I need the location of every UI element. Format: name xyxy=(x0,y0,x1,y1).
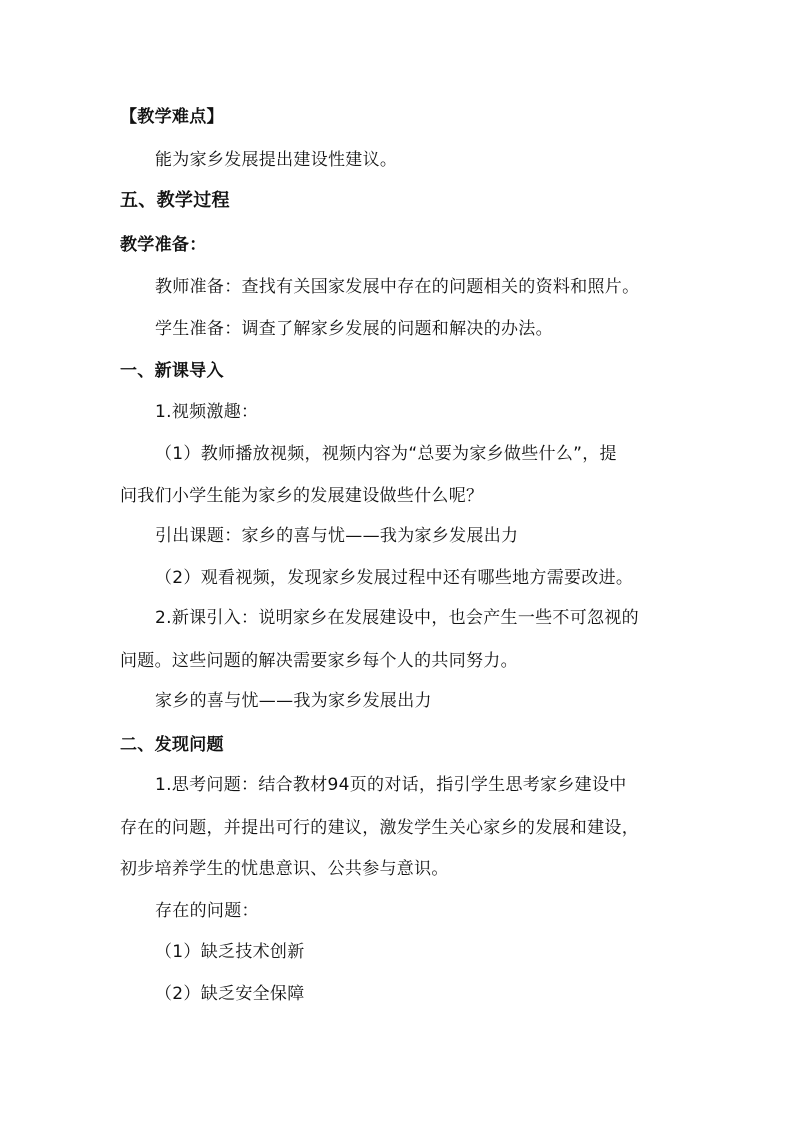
paragraph-line: 存在的问题，并提出可行的建议，激发学生关心家乡的发展和建设， xyxy=(120,818,639,838)
section-heading-teaching-process: 五、教学过程 xyxy=(120,190,230,211)
paragraph-line: 问题。这些问题的解决需要家乡每个人的共同努力。 xyxy=(120,651,518,671)
section-heading-find-problems: 二、发现问题 xyxy=(120,735,224,755)
paragraph-line: 2.新课引入：说明家乡在发展建设中，也会产生一些不可忽视的 xyxy=(155,608,639,628)
paragraph-line: 学生准备：调查了解家乡发展的问题和解决的办法。 xyxy=(155,319,553,339)
paragraph-line: 1.思考问题：结合教材94页的对话，指引学生思考家乡建设中 xyxy=(155,775,627,795)
subheading-teaching-preparation: 教学准备： xyxy=(120,235,207,255)
section-heading-teaching-difficulty: 【教学难点】 xyxy=(120,107,224,127)
paragraph-line: 引出课题：家乡的喜与忧——我为家乡发展出力 xyxy=(155,526,519,546)
paragraph-line: 初步培养学生的忧患意识、公共参与意识。 xyxy=(120,859,449,879)
paragraph-line: 问我们小学生能为家乡的发展建设做些什么呢？ xyxy=(120,486,484,506)
paragraph-line: （1）教师播放视频，视频内容为“总要为家乡做些什么”，提 xyxy=(155,444,617,464)
paragraph-line: 能为家乡发展提出建设性建议。 xyxy=(155,150,398,170)
list-item: （1）缺乏技术创新 xyxy=(155,942,305,962)
paragraph-line: 存在的问题： xyxy=(155,901,259,921)
section-heading-new-lesson: 一、新课导入 xyxy=(120,361,224,381)
paragraph-line: 教师准备：查找有关国家发展中存在的问题相关的资料和照片。 xyxy=(155,277,640,297)
list-item: （2）缺乏安全保障 xyxy=(155,984,305,1004)
paragraph-line: 家乡的喜与忧——我为家乡发展出力 xyxy=(155,691,432,711)
paragraph-line: （2）观看视频，发现家乡发展过程中还有哪些地方需要改进。 xyxy=(155,568,634,588)
paragraph-line: 1.视频激趣： xyxy=(155,402,259,422)
